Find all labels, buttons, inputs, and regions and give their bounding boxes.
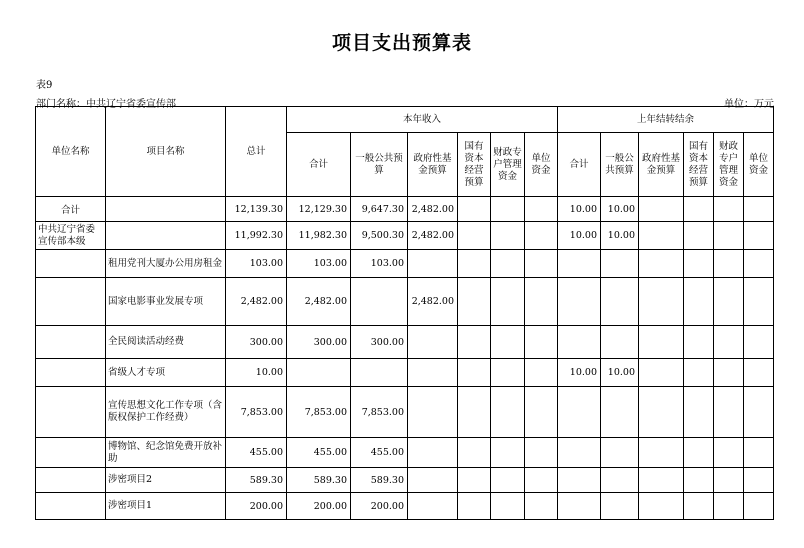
- cell: [558, 387, 601, 438]
- cell: [458, 468, 491, 493]
- cell: [525, 250, 558, 278]
- cell: 12,139.30: [226, 197, 287, 222]
- cell: [744, 197, 774, 222]
- cell: [408, 326, 458, 359]
- cell: [491, 468, 525, 493]
- header-col-income-fund: 政府性基金预算: [408, 133, 458, 197]
- cell: [491, 250, 525, 278]
- header-unit-name: 单位名称: [36, 107, 106, 197]
- cell: [744, 468, 774, 493]
- cell: [684, 326, 714, 359]
- table-row: [36, 278, 774, 326]
- cell: [525, 438, 558, 468]
- cell: 7,853.00: [351, 387, 408, 438]
- cell: 200.00: [287, 493, 351, 520]
- budget-table: [35, 106, 774, 520]
- cell: [408, 438, 458, 468]
- table-row: [36, 493, 774, 520]
- cell: 455.00: [226, 438, 287, 468]
- cell: [458, 438, 491, 468]
- table-row: [36, 326, 774, 359]
- header-col-carry-state: 国有资本经营预算: [684, 133, 714, 197]
- cell: [744, 326, 774, 359]
- cell: [491, 387, 525, 438]
- cell: [458, 222, 491, 250]
- table-number: 表9: [36, 80, 53, 91]
- cell: [351, 359, 408, 387]
- row-unit: [36, 493, 106, 520]
- cell: [601, 493, 639, 520]
- cell: [408, 468, 458, 493]
- cell: 10.00: [601, 197, 639, 222]
- header-col-income-state: 国有资本经营预算: [458, 133, 491, 197]
- cell: 589.30: [351, 468, 408, 493]
- cell: [601, 438, 639, 468]
- cell: [601, 468, 639, 493]
- cell: [458, 326, 491, 359]
- row-unit: [36, 278, 106, 326]
- cell: [684, 359, 714, 387]
- cell: [601, 326, 639, 359]
- row-project: 租用党刊大厦办公用房租金: [106, 250, 226, 278]
- cell: [639, 250, 684, 278]
- cell: 11,982.30: [287, 222, 351, 250]
- cell: 589.30: [226, 468, 287, 493]
- cell: [714, 250, 744, 278]
- cell: [525, 359, 558, 387]
- cell: [639, 387, 684, 438]
- row-project: 省级人才专项: [106, 359, 226, 387]
- cell: [714, 359, 744, 387]
- cell: [744, 493, 774, 520]
- header-col-income-general: 一般公共预算: [351, 133, 408, 197]
- table-row: [36, 468, 774, 493]
- cell: 455.00: [351, 438, 408, 468]
- table-row: [36, 438, 774, 468]
- cell: 11,992.30: [226, 222, 287, 250]
- row-project: 博物馆、纪念馆免费开放补助: [106, 438, 226, 468]
- cell: 12,129.30: [287, 197, 351, 222]
- cell: [558, 326, 601, 359]
- cell: [639, 468, 684, 493]
- table-row: [36, 197, 774, 222]
- cell: 200.00: [226, 493, 287, 520]
- cell: [601, 250, 639, 278]
- cell: [639, 359, 684, 387]
- cell: [714, 278, 744, 326]
- row-project: 涉密项目2: [106, 468, 226, 493]
- cell: [525, 326, 558, 359]
- cell: [601, 387, 639, 438]
- cell: [714, 468, 744, 493]
- row-unit: 中共辽宁省委宣传部本级: [36, 222, 106, 250]
- cell: [639, 438, 684, 468]
- cell: [744, 278, 774, 326]
- header-col-income-special: 财政专户管理资金: [491, 133, 525, 197]
- header-col-income-unit: 单位资金: [525, 133, 558, 197]
- cell: [558, 493, 601, 520]
- cell: [684, 387, 714, 438]
- row-unit: [36, 468, 106, 493]
- cell: [458, 250, 491, 278]
- department-name: 部门名称：中共辽宁省委宣传部: [36, 99, 176, 110]
- cell: [744, 387, 774, 438]
- cell: [458, 197, 491, 222]
- cell: [458, 278, 491, 326]
- row-project: [106, 222, 226, 250]
- row-unit: [36, 359, 106, 387]
- cell: [491, 197, 525, 222]
- cell: 2,482.00: [287, 278, 351, 326]
- cell: [558, 438, 601, 468]
- cell: [287, 359, 351, 387]
- cell: 200.00: [351, 493, 408, 520]
- header-prev-carryover: 上年结转结余: [558, 107, 774, 133]
- cell: 10.00: [226, 359, 287, 387]
- cell: [408, 387, 458, 438]
- cell: [491, 278, 525, 326]
- cell: 2,482.00: [408, 278, 458, 326]
- cell: [684, 438, 714, 468]
- row-project: [106, 197, 226, 222]
- table-row: [36, 222, 774, 250]
- cell: [714, 438, 744, 468]
- cell: [714, 493, 744, 520]
- cell: [525, 493, 558, 520]
- header-col-carry-unit: 单位资金: [744, 133, 774, 197]
- cell: [714, 197, 744, 222]
- cell: 300.00: [351, 326, 408, 359]
- table-row: [36, 387, 774, 438]
- cell: [351, 278, 408, 326]
- cell: 2,482.00: [226, 278, 287, 326]
- cell: [684, 493, 714, 520]
- cell: 2,482.00: [408, 222, 458, 250]
- row-unit: [36, 326, 106, 359]
- header-current-income: 本年收入: [287, 107, 558, 133]
- cell: 7,853.00: [226, 387, 287, 438]
- row-project: 宣传思想文化工作专项（含版权保护工作经费）: [106, 387, 226, 438]
- cell: 9,500.30: [351, 222, 408, 250]
- cell: [684, 222, 714, 250]
- cell: [408, 359, 458, 387]
- cell: [744, 438, 774, 468]
- cell: 2,482.00: [408, 197, 458, 222]
- cell: [744, 250, 774, 278]
- cell: 300.00: [287, 326, 351, 359]
- cell: 589.30: [287, 468, 351, 493]
- cell: [684, 468, 714, 493]
- cell: [408, 250, 458, 278]
- cell: 103.00: [226, 250, 287, 278]
- cell: [458, 387, 491, 438]
- cell: [491, 438, 525, 468]
- cell: [601, 278, 639, 326]
- header-col-carry-general: 一般公共预算: [601, 133, 639, 197]
- cell: [639, 493, 684, 520]
- cell: [525, 222, 558, 250]
- cell: [491, 326, 525, 359]
- cell: 7,853.00: [287, 387, 351, 438]
- cell: [491, 493, 525, 520]
- cell: 9,647.30: [351, 197, 408, 222]
- cell: [639, 326, 684, 359]
- cell: 10.00: [558, 197, 601, 222]
- header-col-carry-special: 财政专户管理资金: [714, 133, 744, 197]
- cell: [744, 222, 774, 250]
- cell: [491, 222, 525, 250]
- cell: [714, 326, 744, 359]
- header-total: 总计: [226, 107, 287, 197]
- cell: [525, 468, 558, 493]
- cell: 10.00: [601, 222, 639, 250]
- row-unit: [36, 250, 106, 278]
- header-project-name: 项目名称: [106, 107, 226, 197]
- row-project: 涉密项目1: [106, 493, 226, 520]
- cell: [558, 250, 601, 278]
- row-unit: [36, 438, 106, 468]
- cell: [558, 468, 601, 493]
- cell: [639, 197, 684, 222]
- cell: [714, 387, 744, 438]
- row-unit: 合计: [36, 197, 106, 222]
- cell: [408, 493, 458, 520]
- table-row: [36, 359, 774, 387]
- header-col-carry-fund: 政府性基金预算: [639, 133, 684, 197]
- cell: [684, 278, 714, 326]
- cell: 103.00: [351, 250, 408, 278]
- cell: 10.00: [601, 359, 639, 387]
- cell: 455.00: [287, 438, 351, 468]
- cell: [684, 197, 714, 222]
- unit-label: 单位：万元: [724, 99, 774, 110]
- cell: 10.00: [558, 359, 601, 387]
- cell: 10.00: [558, 222, 601, 250]
- cell: 103.00: [287, 250, 351, 278]
- cell: [639, 222, 684, 250]
- cell: [684, 250, 714, 278]
- cell: [525, 387, 558, 438]
- table-row: [36, 250, 774, 278]
- header-col-income-total: 合计: [287, 133, 351, 197]
- cell: [714, 222, 744, 250]
- cell: [458, 493, 491, 520]
- cell: 300.00: [226, 326, 287, 359]
- cell: [525, 197, 558, 222]
- row-unit: [36, 387, 106, 438]
- header-col-carry-total: 合计: [558, 133, 601, 197]
- cell: [458, 359, 491, 387]
- row-project: 国家电影事业发展专项: [106, 278, 226, 326]
- cell: [744, 359, 774, 387]
- cell: [639, 278, 684, 326]
- row-project: 全民阅读活动经费: [106, 326, 226, 359]
- cell: [491, 359, 525, 387]
- cell: [525, 278, 558, 326]
- cell: [558, 278, 601, 326]
- page-title: 项目支出预算表: [331, 32, 472, 54]
